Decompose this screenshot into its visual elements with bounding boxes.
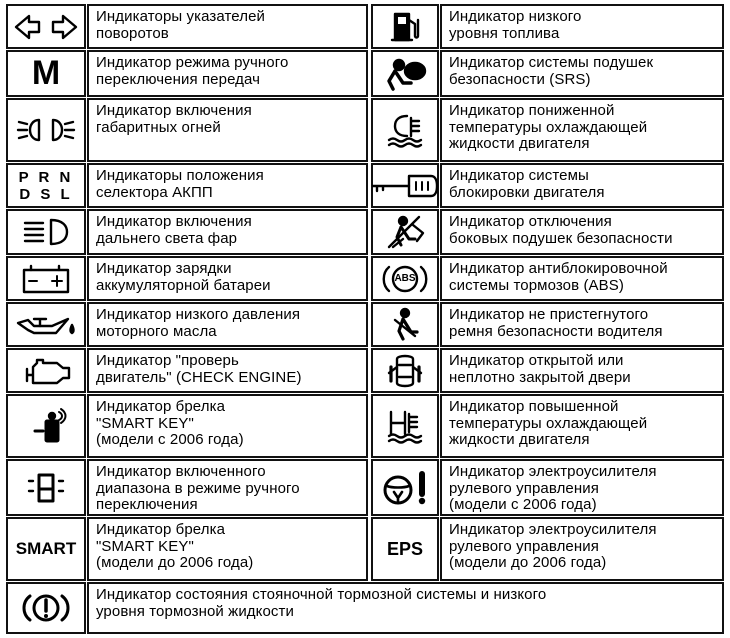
indicator-description-cell (440, 163, 724, 208)
indicator-description-line: Индикатор не пристегнутого (449, 306, 649, 323)
indicator-description-cell (87, 163, 368, 208)
indicator-description-line: рулевого управления (449, 537, 599, 555)
indicator-description-line: Индикатор отключения (449, 213, 612, 230)
indicator-description-line: "SMART KEY" (96, 537, 194, 555)
indicator-description-line: (модели с 2006 года) (449, 496, 597, 513)
indicator-icon-cell (371, 302, 439, 347)
indicator-description-line: Индикатор брелка (96, 398, 226, 415)
indicator-description-line: двигатель" (CHECK ENGINE) (96, 368, 302, 386)
abs-icon-label: ABS (394, 272, 416, 284)
check-engine-icon (17, 353, 75, 389)
indicator-description-line: дальнего света фар (96, 229, 238, 247)
gear-selector-prndsl-icon (19, 169, 74, 203)
indicator-description-line: системы тормозов (ABS) (449, 276, 624, 294)
brake-system-icon (18, 590, 74, 626)
coolant-low-temp-icon (381, 110, 429, 150)
oil-pressure-icon (14, 307, 78, 343)
indicator-description-cell (87, 459, 368, 516)
indicator-description-cell (87, 302, 368, 347)
indicator-description-cell (440, 209, 724, 255)
indicator-description-line: безопасности (SRS) (449, 70, 591, 88)
indicator-description-line: переключения (96, 496, 198, 513)
indicator-icon-cell (371, 163, 439, 208)
turn-signal-arrows-icon (12, 9, 80, 45)
indicator-icon-cell (371, 348, 439, 393)
indicator-description-cell (87, 50, 368, 97)
indicator-icon-cell (371, 517, 439, 581)
gear-selector-bottom-label: D S L (19, 185, 73, 203)
indicator-description-line: жидкости двигателя (449, 135, 590, 152)
indicator-icon-cell (371, 4, 439, 49)
gear-selector-top-label: P R N (18, 168, 74, 186)
indicator-description-line: Индикатор включения (96, 213, 252, 230)
eps-text-icon: EPS (386, 538, 424, 559)
indicator-description-cell (440, 256, 724, 301)
indicator-description-cell (87, 4, 368, 49)
indicator-description-line: Индикатор электроусилителя (449, 463, 657, 480)
indicator-description-line: Индикатор низкого (449, 8, 582, 25)
manual-mode-m-icon: M (31, 54, 61, 92)
indicator-description-cell (440, 98, 724, 162)
airbag-srs-icon (381, 55, 429, 93)
indicator-description-line: Индикатор включения (96, 102, 252, 119)
indicator-icon-cell (6, 459, 86, 516)
indicator-icon-cell (6, 302, 86, 347)
indicator-icon-cell (371, 394, 439, 458)
indicator-description-cell (87, 582, 724, 634)
indicator-icon-cell (371, 98, 439, 162)
indicator-description-cell (440, 394, 724, 458)
smart-key-icon (21, 406, 71, 446)
indicator-icon-cell (371, 256, 439, 301)
indicator-icon-cell (6, 4, 86, 49)
indicator-description-line: уровня топлива (449, 24, 560, 42)
indicator-description-line: Индикатор системы подушек (449, 54, 654, 71)
indicator-description-line: Индикатор режима ручного (96, 54, 289, 71)
indicator-description-line: Индикаторы положения (96, 167, 264, 184)
indicator-icon-cell (6, 517, 86, 581)
indicator-description-line: ремня безопасности водителя (449, 322, 663, 340)
indicator-description-cell (87, 209, 368, 255)
indicator-description-line: моторного масла (96, 322, 217, 340)
indicator-description-line: Индикатор включенного (96, 463, 266, 480)
indicator-description-cell (440, 50, 724, 97)
indicator-icon-cell (6, 50, 86, 97)
side-airbag-off-icon (383, 213, 427, 251)
indicator-description-cell (440, 348, 724, 393)
indicator-description-line: Индикатор пониженной (449, 102, 615, 119)
indicator-description-line: Индикатор низкого давления (96, 306, 301, 323)
seatbelt-icon (383, 306, 427, 344)
indicator-icon-cell (6, 209, 86, 255)
indicator-description-line: блокировки двигателя (449, 183, 605, 201)
indicator-description-line: поворотов (96, 24, 169, 42)
indicator-icon-cell (371, 209, 439, 255)
indicator-table (6, 4, 724, 634)
indicator-description-line: Индикатор "проверь (96, 352, 239, 369)
range-digit-icon (21, 467, 71, 509)
indicator-description-line: Индикатор открытой или (449, 352, 624, 369)
indicator-description-line: Индикатор системы (449, 167, 589, 184)
abs-icon (381, 261, 429, 297)
coolant-high-temp-icon (383, 406, 427, 446)
indicator-icon-cell (6, 348, 86, 393)
indicator-icon-cell (6, 256, 86, 301)
parking-lights-icon (15, 112, 77, 148)
indicator-description-cell (440, 459, 724, 516)
indicator-description-cell (87, 256, 368, 301)
indicator-description-line: Индикатор брелка (96, 521, 226, 538)
indicator-description-line: селектора АКПП (96, 183, 213, 201)
indicator-description-cell (87, 394, 368, 458)
indicator-description-line: неплотно закрытой двери (449, 368, 631, 386)
indicator-description-cell (440, 4, 724, 49)
indicator-description-line: габаритных огней (96, 118, 221, 136)
indicator-description-line: переключения передач (96, 70, 261, 88)
indicator-description-cell (87, 517, 368, 581)
indicator-icon-cell (6, 163, 86, 208)
fuel-pump-icon (385, 8, 425, 46)
indicator-description-line: боковых подушек безопасности (449, 229, 673, 247)
high-beam-icon (19, 214, 73, 250)
indicator-description-cell (87, 98, 368, 162)
indicator-description-cell (87, 348, 368, 393)
indicator-description-line: жидкости двигателя (449, 431, 590, 448)
indicator-description-line: (модели с 2006 года) (96, 431, 244, 448)
indicator-icon-cell (371, 50, 439, 97)
indicator-description-line: Индикатор электроусилителя (449, 521, 657, 538)
indicator-description-line: "SMART KEY" (96, 414, 194, 432)
indicator-description-line: (модели до 2006 года) (449, 554, 607, 571)
indicator-description-line: Индикатор антиблокировочной (449, 260, 668, 277)
indicator-table-sheet (6, 4, 724, 634)
indicator-icon-cell (6, 582, 86, 634)
indicator-description-line: диапазона в режиме ручного (96, 479, 300, 497)
indicator-description-line: рулевого управления (449, 479, 599, 497)
indicator-description-cell (440, 517, 724, 581)
indicator-description-line: аккумуляторной батареи (96, 276, 271, 294)
indicator-description-cell (440, 302, 724, 347)
indicator-description-line: Индикатор повышенной (449, 398, 619, 415)
door-open-icon (383, 351, 427, 391)
indicator-description-line: (модели до 2006 года) (96, 554, 254, 571)
indicator-description-line: уровня тормозной жидкости (96, 602, 294, 620)
indicator-description-line: Индикатор зарядки (96, 260, 232, 277)
indicator-icon-cell (6, 394, 86, 458)
steering-warning-icon (380, 468, 430, 508)
battery-charge-icon (18, 261, 74, 297)
indicator-description-line: температуры охлаждающей (449, 414, 648, 432)
indicator-description-line: Индикатор состояния стояночной тормозной системы и низкого (96, 586, 547, 603)
immobilizer-key-icon (369, 168, 441, 204)
indicator-description-line: Индикаторы указателей (96, 8, 266, 25)
indicator-icon-cell (371, 459, 439, 516)
indicator-icon-cell (6, 98, 86, 162)
smart-text-icon: SMART (15, 539, 77, 558)
indicator-description-line: температуры охлаждающей (449, 118, 648, 136)
